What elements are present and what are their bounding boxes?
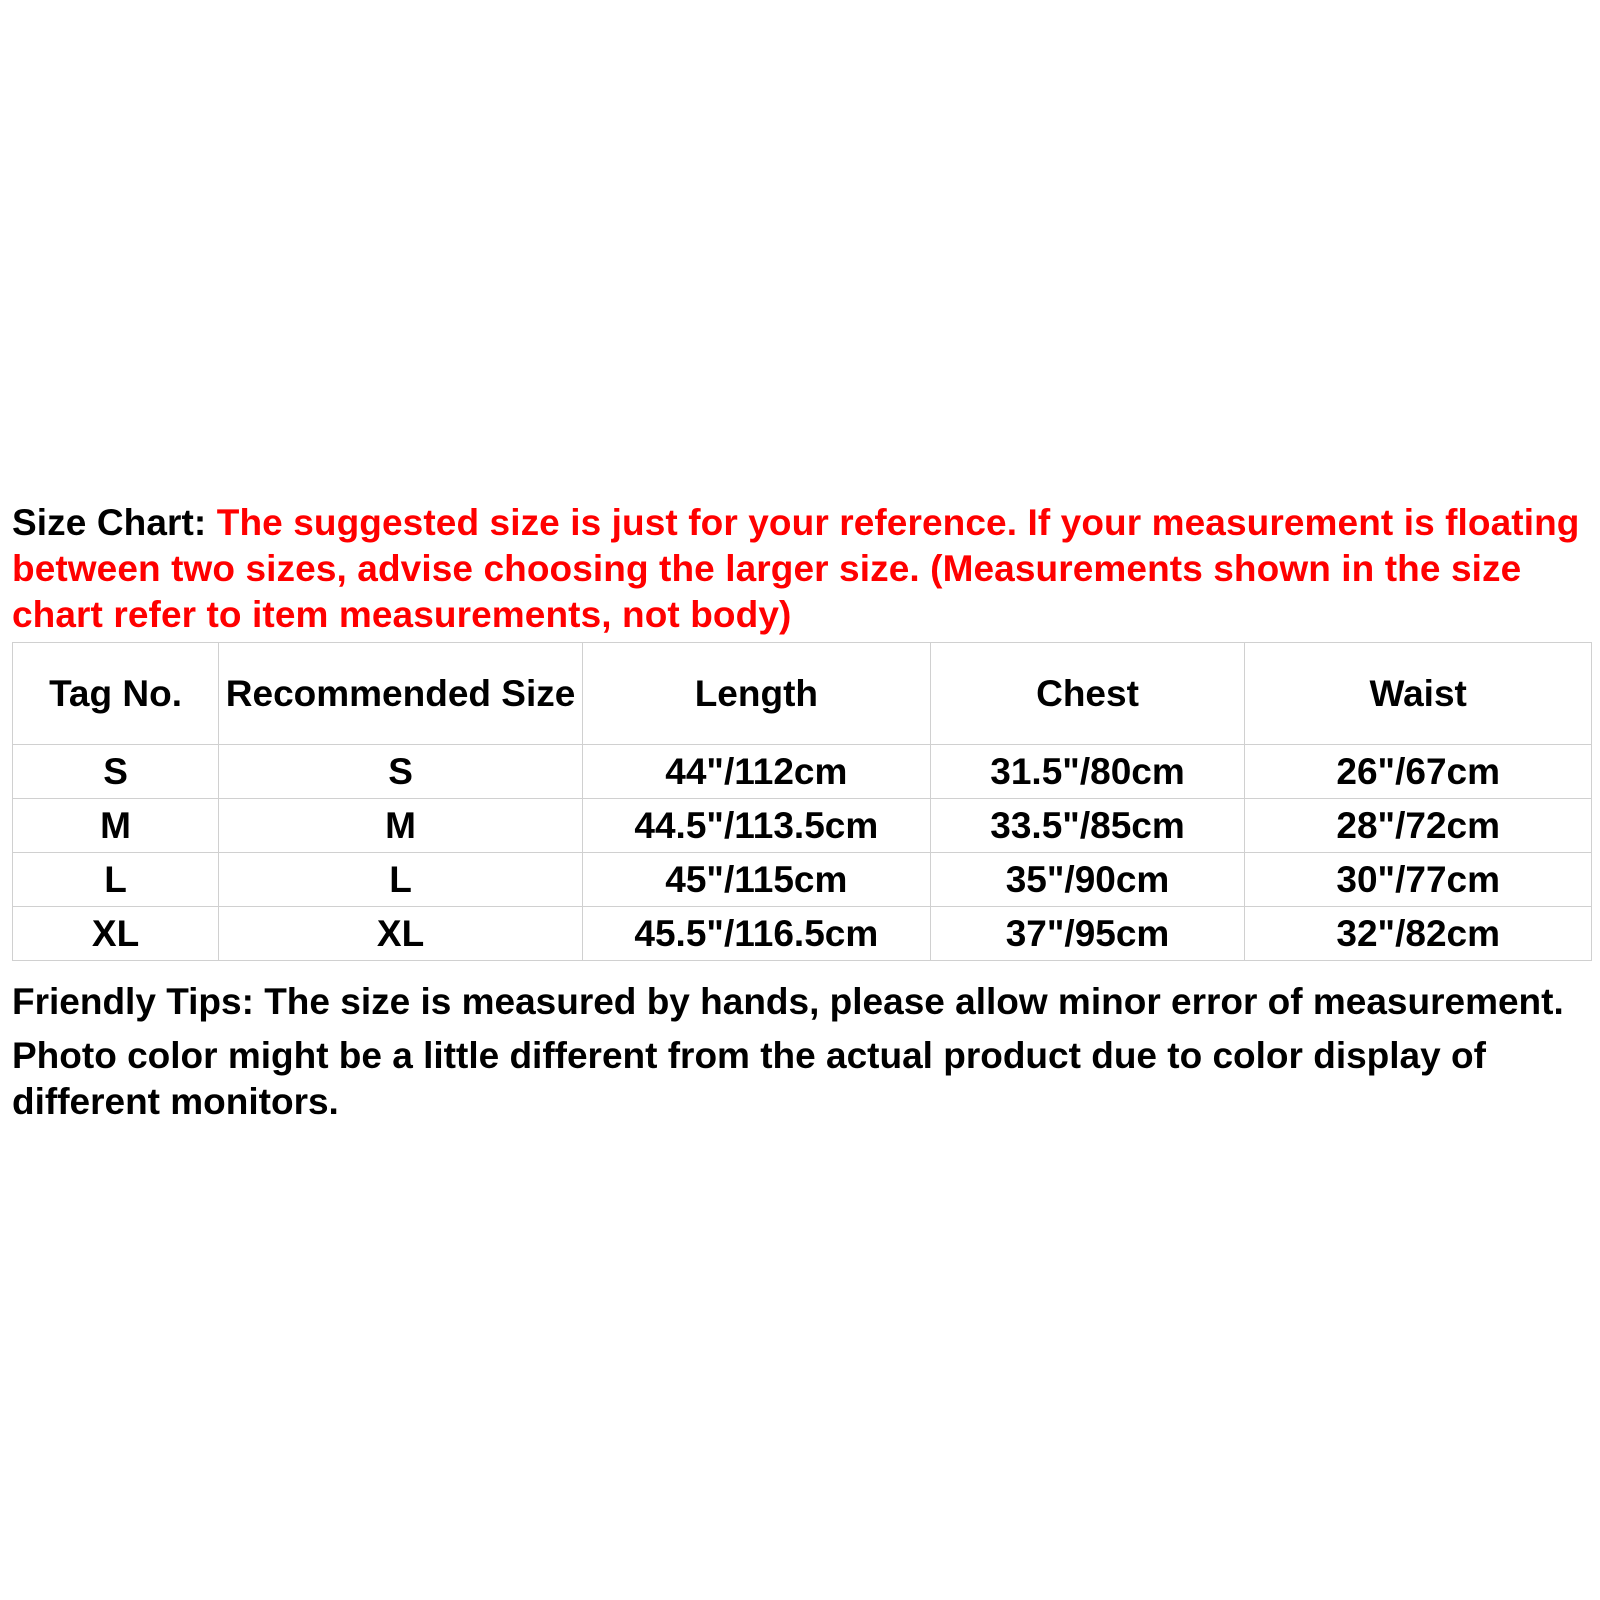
table-header-row [13, 643, 1592, 745]
cell-tag-no: L [13, 853, 219, 907]
size-chart-note: The suggested size is just for your reference. If your measurement is floating between two sizes, advise choosing the larger size. (Measurements shown in the size chart refer to item measurements, not body) [12, 502, 1580, 635]
cell-length: 45.5"/116.5cm [583, 907, 931, 961]
cell-recommended-size: L [219, 853, 583, 907]
cell-chest: 31.5"/80cm [930, 745, 1245, 799]
header-chest: Chest [930, 643, 1245, 745]
cell-recommended-size: XL [219, 907, 583, 961]
size-table [12, 642, 1592, 961]
table-row [13, 853, 1592, 907]
cell-chest: 35"/90cm [930, 853, 1245, 907]
table-row [13, 799, 1592, 853]
cell-length: 44.5"/113.5cm [583, 799, 931, 853]
table-row [13, 745, 1592, 799]
cell-waist: 26"/67cm [1245, 745, 1592, 799]
friendly-tips [12, 979, 1592, 1125]
cell-tag-no: M [13, 799, 219, 853]
cell-waist: 32"/82cm [1245, 907, 1592, 961]
cell-tag-no: XL [13, 907, 219, 961]
header-recommended-size: Recommended Size [219, 643, 583, 745]
cell-chest: 37"/95cm [930, 907, 1245, 961]
tip-measurement: Friendly Tips: The size is measured by hands, please allow minor error of measurement. [12, 981, 1564, 1022]
header-length: Length [583, 643, 931, 745]
cell-length: 45"/115cm [583, 853, 931, 907]
size-chart-intro [12, 500, 1592, 638]
cell-waist: 30"/77cm [1245, 853, 1592, 907]
cell-length: 44"/112cm [583, 745, 931, 799]
size-chart-label: Size Chart: [12, 502, 217, 543]
table-row [13, 907, 1592, 961]
tip-photo-color: Photo color might be a little different from the actual product due to color display of different monitors. [12, 1035, 1486, 1122]
cell-chest: 33.5"/85cm [930, 799, 1245, 853]
size-chart-section [12, 500, 1592, 1133]
cell-recommended-size: M [219, 799, 583, 853]
cell-waist: 28"/72cm [1245, 799, 1592, 853]
cell-recommended-size: S [219, 745, 583, 799]
header-tag-no: Tag No. [13, 643, 219, 745]
cell-tag-no: S [13, 745, 219, 799]
header-waist: Waist [1245, 643, 1592, 745]
